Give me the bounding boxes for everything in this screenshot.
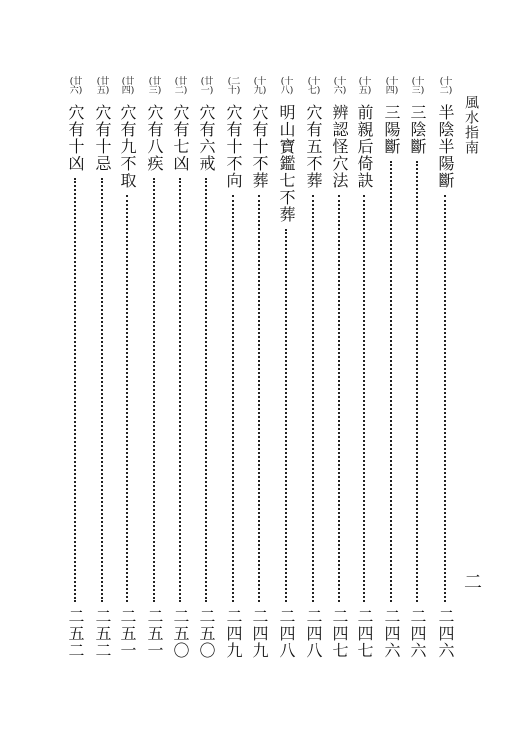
dot-leader: [126, 195, 128, 602]
entry-number: (十八): [280, 77, 294, 96]
dot-leader: [153, 178, 155, 602]
dot-leader: [258, 195, 260, 602]
entry-number: (十五): [358, 77, 372, 96]
toc-entry: [355, 78, 375, 678]
entry-title: 三陽斷: [382, 104, 401, 155]
toc-entry: [224, 78, 244, 678]
toc-entry: [277, 78, 297, 678]
entry-number: (廿一): [200, 77, 214, 96]
entry-page: 二四六: [408, 608, 427, 659]
entry-title: 穴有十不向: [224, 104, 243, 189]
folio-page-number: 二: [461, 572, 482, 590]
entry-page: 二四八: [304, 608, 323, 659]
entry-number: (廿二): [174, 77, 188, 96]
dot-leader: [285, 229, 287, 602]
running-head: 風水指南: [463, 95, 479, 155]
entry-title: 三陰斷: [408, 104, 427, 155]
entry-title: 穴有六戒: [197, 104, 216, 172]
toc-entry: [171, 78, 191, 678]
entry-title: 穴有八疾: [145, 104, 164, 172]
dot-leader: [312, 195, 314, 602]
entry-page: 二五二: [66, 608, 85, 659]
entry-number: (十三): [411, 77, 425, 96]
entry-number: (廿四): [121, 77, 135, 96]
dot-leader: [232, 195, 234, 602]
dot-leader: [390, 161, 392, 602]
entry-page: 二四七: [330, 608, 349, 659]
dot-leader: [338, 195, 340, 602]
entry-title: 穴有十忌: [93, 104, 112, 172]
entry-title: 穴有十凶: [66, 104, 85, 172]
dot-leader: [363, 195, 365, 602]
toc-entry: [382, 78, 402, 678]
entry-title: 半陰半陽斷: [436, 104, 455, 189]
entry-page: 二四六: [382, 608, 401, 659]
entry-title: 穴有七凶: [171, 104, 190, 172]
entry-number: (廿五): [96, 77, 110, 96]
entry-title: 穴有十不葬: [250, 104, 269, 189]
dot-leader: [205, 178, 207, 602]
entry-number: (十四): [385, 77, 399, 96]
entry-page: 二四八: [277, 608, 296, 659]
toc-entry: [304, 78, 324, 678]
toc-entry: [408, 78, 428, 678]
entry-title: 辨認怪穴法: [330, 104, 349, 189]
entry-page: 二四六: [436, 608, 455, 659]
dot-leader: [74, 178, 76, 602]
entry-page: 二四七: [355, 608, 374, 659]
entry-title: 明山寶鑑七不葬: [277, 104, 296, 223]
entry-number: (廿六): [69, 77, 83, 96]
toc-entry: [330, 78, 350, 678]
toc-entry: [145, 78, 165, 678]
entry-number: (十六): [333, 77, 347, 96]
toc-entry: [436, 78, 456, 678]
dot-leader: [101, 178, 103, 602]
entry-page: 二五一: [118, 608, 137, 659]
entry-page: 二四九: [224, 608, 243, 659]
entry-page: 二五一: [145, 608, 164, 659]
toc-entry: [66, 78, 86, 678]
entry-title: 穴有五不葬: [304, 104, 323, 189]
entry-number: (二十): [227, 77, 241, 96]
entry-page: 二四九: [250, 608, 269, 659]
entry-title: 穴有九不取: [118, 104, 137, 189]
dot-leader: [444, 195, 446, 602]
entry-page: 二五二: [93, 608, 112, 659]
dot-leader: [179, 178, 181, 602]
toc-entry: [197, 78, 217, 678]
dot-leader: [416, 161, 418, 602]
toc-entry: [250, 78, 270, 678]
entry-page: 二五〇: [197, 608, 216, 659]
entry-number: (廿三): [148, 77, 162, 96]
entry-title: 前親后倚訣: [355, 104, 374, 189]
entry-page: 二五〇: [171, 608, 190, 659]
toc-entry: [93, 78, 113, 678]
entry-number: (十九): [253, 77, 267, 96]
entry-number: (十二): [439, 77, 453, 96]
toc-entry: [118, 78, 138, 678]
entry-number: (十七): [307, 77, 321, 96]
